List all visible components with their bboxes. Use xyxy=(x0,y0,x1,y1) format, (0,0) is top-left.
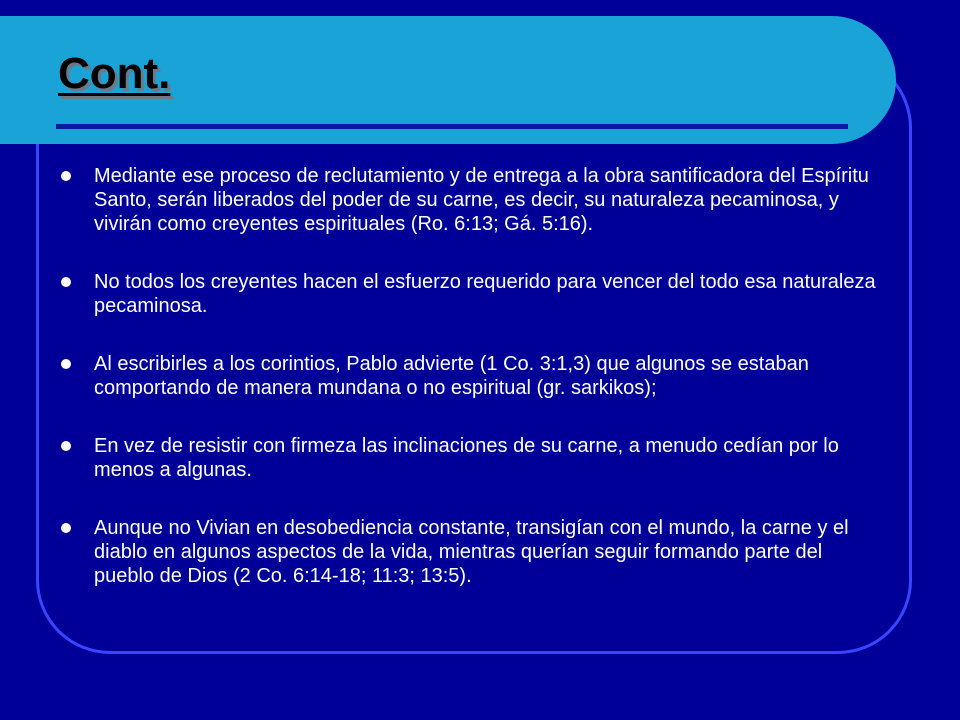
bullet-item xyxy=(58,516,878,588)
slide-title: Cont. xyxy=(58,49,171,98)
bullet-dot-icon xyxy=(61,441,71,451)
bullet-dot-icon xyxy=(61,171,71,181)
bullet-item xyxy=(58,352,878,400)
bullet-dot-icon xyxy=(61,277,71,287)
bullet-text: En vez de resistir con firmeza las inclinaciones de su carne, a menudo cedían por lo menos a algunas. xyxy=(94,435,839,481)
bullet-dot-icon xyxy=(61,523,71,533)
bullet-list xyxy=(58,164,878,622)
bullet-item xyxy=(58,434,878,482)
bullet-text: No todos los creyentes hacen el esfuerzo requerido para vencer del todo esa naturaleza pecaminosa. xyxy=(94,271,876,317)
bullet-text: Aunque no Vivian en desobediencia constante, transigían con el mundo, la carne y el diablo en algunos aspectos de la vida, mientras querían seguir formando parte del pueblo de Dios (2 Co. 6:14-18; 11:3; 13:5). xyxy=(94,517,849,587)
bullet-text: Al escribirles a los corintios, Pablo advierte (1 Co. 3:1,3) que algunos se estaban comportando de manera mundana o no espiritual (gr. sarkikos); xyxy=(94,353,809,399)
bullet-text: Mediante ese proceso de reclutamiento y de entrega a la obra santificadora del Espíritu Santo, serán liberados del poder de su carne, es decir, su naturaleza pecaminosa, y vivirán como creyentes espirituales (Ro. 6:13; Gá. 5:16). xyxy=(94,165,869,235)
bullet-item xyxy=(58,270,878,318)
title-underline-rule xyxy=(56,124,848,129)
bullet-dot-icon xyxy=(61,359,71,369)
bullet-item xyxy=(58,164,878,236)
